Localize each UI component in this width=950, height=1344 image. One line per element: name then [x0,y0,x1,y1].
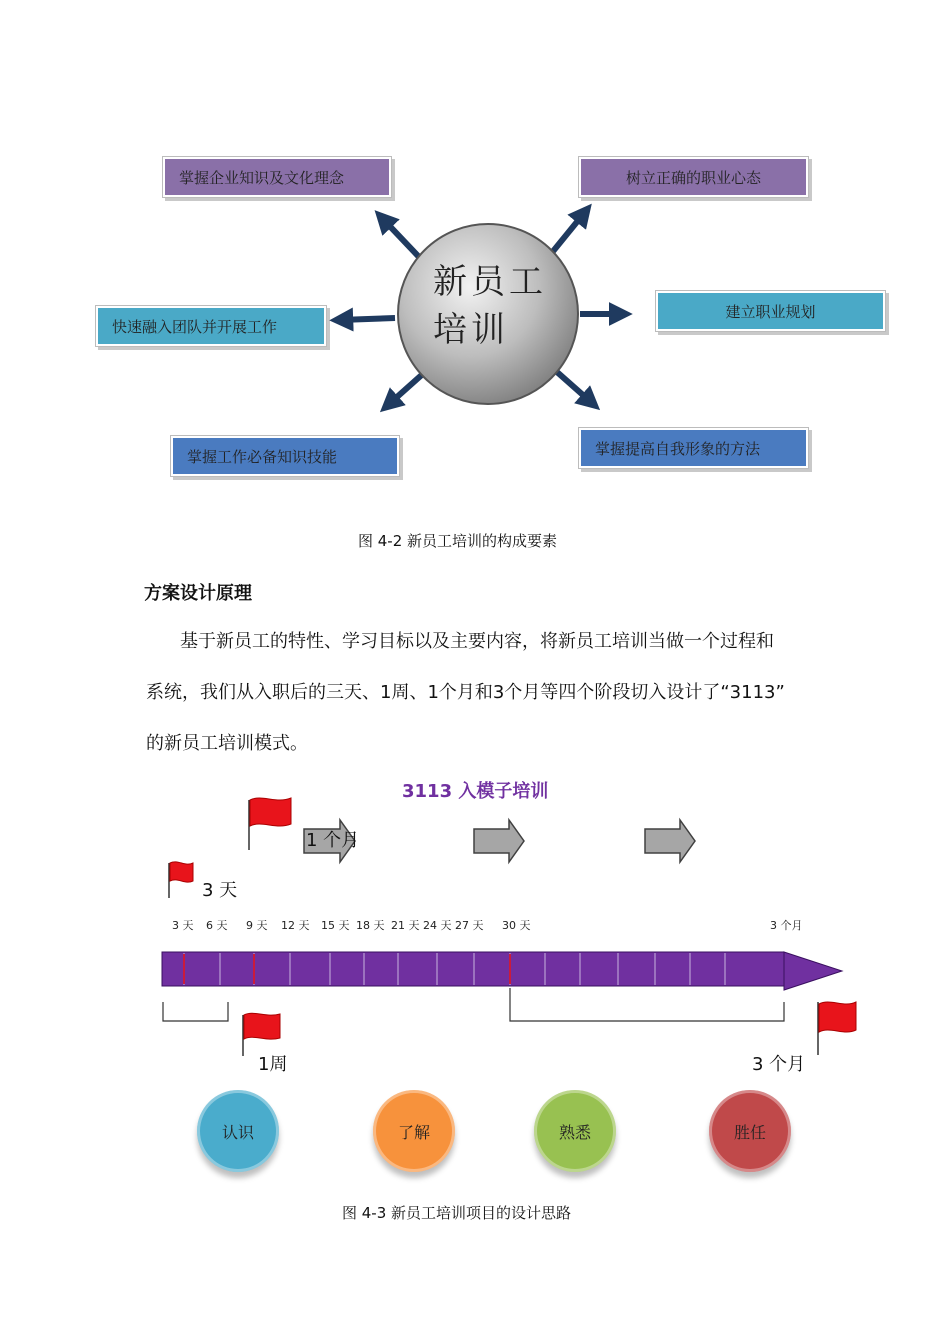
tick-label: 27 天 [455,919,484,932]
box-label: 掌握提高自我形象的方法 [595,439,761,458]
paragraph-line-2: 系统，我们从入职后的三天、1周、1个月和3个月等四个阶段切入设计了“3113” [146,682,785,703]
arrow-up-left [382,218,420,258]
paragraph-line-1: 基于新员工的特性、学习目标以及主要内容，将新员工培训当做一个过程和 [180,631,774,652]
stage-label: 了解 [397,1122,430,1142]
arrow-up-right [550,212,585,255]
stage-circle-competent [709,1090,791,1172]
timeline-graphic [0,790,950,1080]
tick-label: 21 天 [391,919,420,932]
tick-label: 3 天 [172,919,194,932]
arrow-left [340,318,395,320]
tick-label: 24 天 [423,919,452,932]
stage-circle-understand [373,1090,455,1172]
tick-label: 6 天 [206,919,228,932]
arrow-down-right [557,372,592,403]
tick-label: 18 天 [356,919,385,932]
stage-circle-familiar [534,1090,616,1172]
stage-label: 熟悉 [558,1122,591,1142]
box-label: 建立职业规划 [725,302,816,321]
tick-label: 3 个月 [770,919,803,932]
box-label: 树立正确的职业心态 [625,168,761,187]
tick-label: 15 天 [321,919,350,932]
flag-3-days-icon [169,862,193,898]
figure-4-3-caption: 图 4-3 新员工培训项目的设计思路 [342,1204,572,1222]
tick-label: 30 天 [502,919,531,932]
figure-4-2-caption: 图 4-2 新员工培训的构成要素 [358,532,558,550]
tick-label: 12 天 [281,919,310,932]
arrow-down-left [388,372,425,405]
box-label: 快速融入团队并开展工作 [112,317,278,336]
stage-arrow-2-icon [474,820,524,862]
stage-circle-recognize [197,1090,279,1172]
stage-label: 认识 [221,1122,254,1142]
bracket-3-months [510,988,784,1021]
tick-label: 9 天 [246,919,268,932]
flag-label-3-days: 3 天 [202,880,238,901]
center-label-line1: 新员工 [433,262,547,302]
center-label [433,258,547,354]
paragraph-line-3: 的新员工培训模式。 [146,733,308,754]
box-label: 掌握工作必备知识技能 [187,447,338,466]
flag-1-month-icon [249,798,291,850]
timeline-bar [162,952,842,990]
flag-label-3-months: 3 个月 [752,1054,806,1075]
flag-label-1-month: 1 个月 [306,830,360,851]
section-heading: 方案设计原理 [144,583,252,604]
flag-label-1-week: 1周 [258,1054,288,1075]
stage-arrow-3-icon [645,820,695,862]
bracket-1-week [163,1002,228,1021]
center-label-line2: 培训 [433,310,509,350]
stage-label: 胜任 [733,1122,766,1142]
flag-3-months-icon [818,1002,856,1055]
box-label: 掌握企业知识及文化理念 [179,168,345,187]
figure-4-3-title: 3113 入模子培训 [402,781,549,802]
